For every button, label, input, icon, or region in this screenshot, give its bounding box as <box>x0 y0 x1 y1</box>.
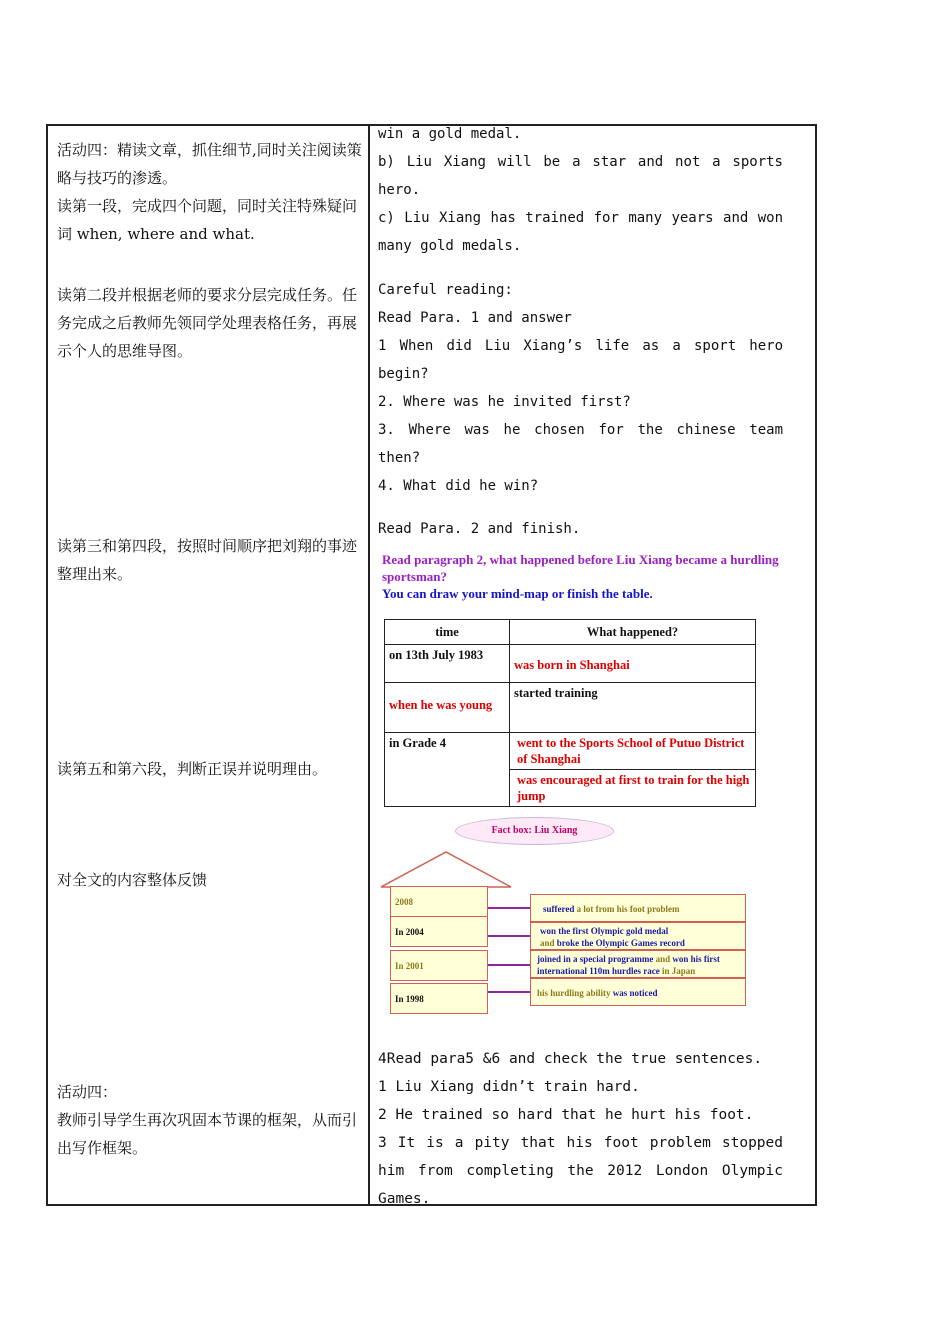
connector-line <box>488 964 530 966</box>
tf-line: 4Read para5 &6 and check the true sentences. <box>378 1051 763 1067</box>
cell-what: was encouraged at first to train for the high jump <box>510 770 756 807</box>
fact-text: suffered <box>543 904 575 914</box>
para2-instruction: Read Para. 2 and finish. <box>378 521 581 537</box>
para2-prompts <box>382 551 802 602</box>
factbox-title: Fact box: Liu Xiang <box>455 817 614 845</box>
tf-line: 2 He trained so hard that he hurt his foot. <box>378 1107 754 1123</box>
left-text: 活动四： <box>57 1083 118 1101</box>
fact-text: broke the Olympic Games record <box>554 938 685 948</box>
year-box: In 2001 <box>390 950 488 981</box>
careful-line: 3. Where was he chosen for the chinese team then? <box>378 422 783 466</box>
left-text: 活动四：精读文章，抓住细节,同时关注阅读策略与技巧的渗透。 <box>57 141 362 187</box>
house-roof-icon <box>380 851 512 888</box>
left-text: 读第三和第四段，按照时间顺序把刘翔的事迹整理出来。 <box>57 537 358 583</box>
table-row <box>385 733 756 770</box>
left-text: 对全文的内容整体反馈 <box>57 871 208 889</box>
left-text: 读第五和第六段，判断正误并说明理由。 <box>57 760 328 778</box>
table-header-row <box>385 620 756 645</box>
cell-what: was born in Shanghai <box>510 645 756 683</box>
cell-time: when he was young <box>385 683 510 733</box>
right-block-careful-reading <box>378 276 783 500</box>
connector-line <box>488 935 530 937</box>
option-line: win a gold medal. <box>378 126 522 142</box>
year-box: In 2004 <box>390 916 488 947</box>
careful-line: 4. What did he win? <box>378 478 539 494</box>
table-row <box>385 645 756 683</box>
year-box: In 1998 <box>390 983 488 1014</box>
left-block-feedback <box>57 866 362 894</box>
left-block-para5-6 <box>57 755 362 783</box>
fact-text: won his first international 110m hurdles race <box>537 954 720 976</box>
tf-line: 3 It is a pity that his foot problem stopped him from completing the 2012 London Olympic Games. <box>378 1135 783 1207</box>
left-block-para2 <box>57 281 362 365</box>
fact-text: and <box>653 954 673 964</box>
right-block-true-false <box>378 1045 783 1213</box>
column-divider <box>368 124 370 1206</box>
cell-what: went to the Sports School of Putuo District of Shanghai <box>510 733 756 770</box>
table-row <box>385 683 756 733</box>
fact-text: and <box>540 938 555 948</box>
fact-text: in Japan <box>659 966 696 976</box>
fact-box <box>530 978 746 1006</box>
left-text: 读第二段并根据老师的要求分层完成任务。任务完成之后教师先领同学处理表格任务，再展示个人的思维导图。 <box>57 286 358 360</box>
left-block-summary <box>57 1078 362 1162</box>
careful-line: 2. Where was he invited first? <box>378 394 631 410</box>
fact-text: joined in a special programme <box>537 954 654 964</box>
header-time: time <box>385 620 510 645</box>
option-line: b) Liu Xiang will be a star and not a sports hero. <box>378 154 783 198</box>
right-block-options <box>378 120 783 260</box>
fact-text: a lot from his foot problem <box>574 904 680 914</box>
fact-text: was noticed <box>612 988 658 998</box>
cell-what: started training <box>510 683 756 733</box>
purple-prompt: Read paragraph 2, what happened before Liu Xiang became a hurdling sportsman? <box>382 552 779 584</box>
careful-line: Careful reading: <box>378 282 513 298</box>
option-line: c) Liu Xiang has trained for many years and won many gold medals. <box>378 210 783 254</box>
left-block-para3-4 <box>57 532 362 588</box>
fact-box <box>530 894 746 922</box>
fact-box <box>530 922 746 950</box>
blue-prompt: You can draw your mind-map or finish the table. <box>382 586 653 601</box>
fact-text: his hurdling ability <box>537 988 611 998</box>
header-what: What happened? <box>510 620 756 645</box>
fact-text: won the first Olympic gold medal <box>540 926 669 936</box>
fact-box <box>530 950 746 978</box>
left-text: 教师引导学生再次巩固本节课的框架，从而引出写作框架。 <box>57 1111 358 1157</box>
careful-line: Read Para. 1 and answer <box>378 310 572 326</box>
cell-time: in Grade 4 <box>385 733 510 807</box>
cell-time: on 13th July 1983 <box>385 645 510 683</box>
careful-line: 1 When did Liu Xiang’s life as a sport hero begin? <box>378 338 783 382</box>
left-text: 读第一段，完成四个问题，同时关注特殊疑问词 when, where and what. <box>57 197 358 243</box>
connector-line <box>488 991 530 993</box>
timeline-table <box>384 619 756 807</box>
left-block-activity-four <box>57 136 362 248</box>
connector-line <box>488 907 530 909</box>
tf-line: 1 Liu Xiang didn’t train hard. <box>378 1079 640 1095</box>
year-box: 2008 <box>390 886 488 917</box>
